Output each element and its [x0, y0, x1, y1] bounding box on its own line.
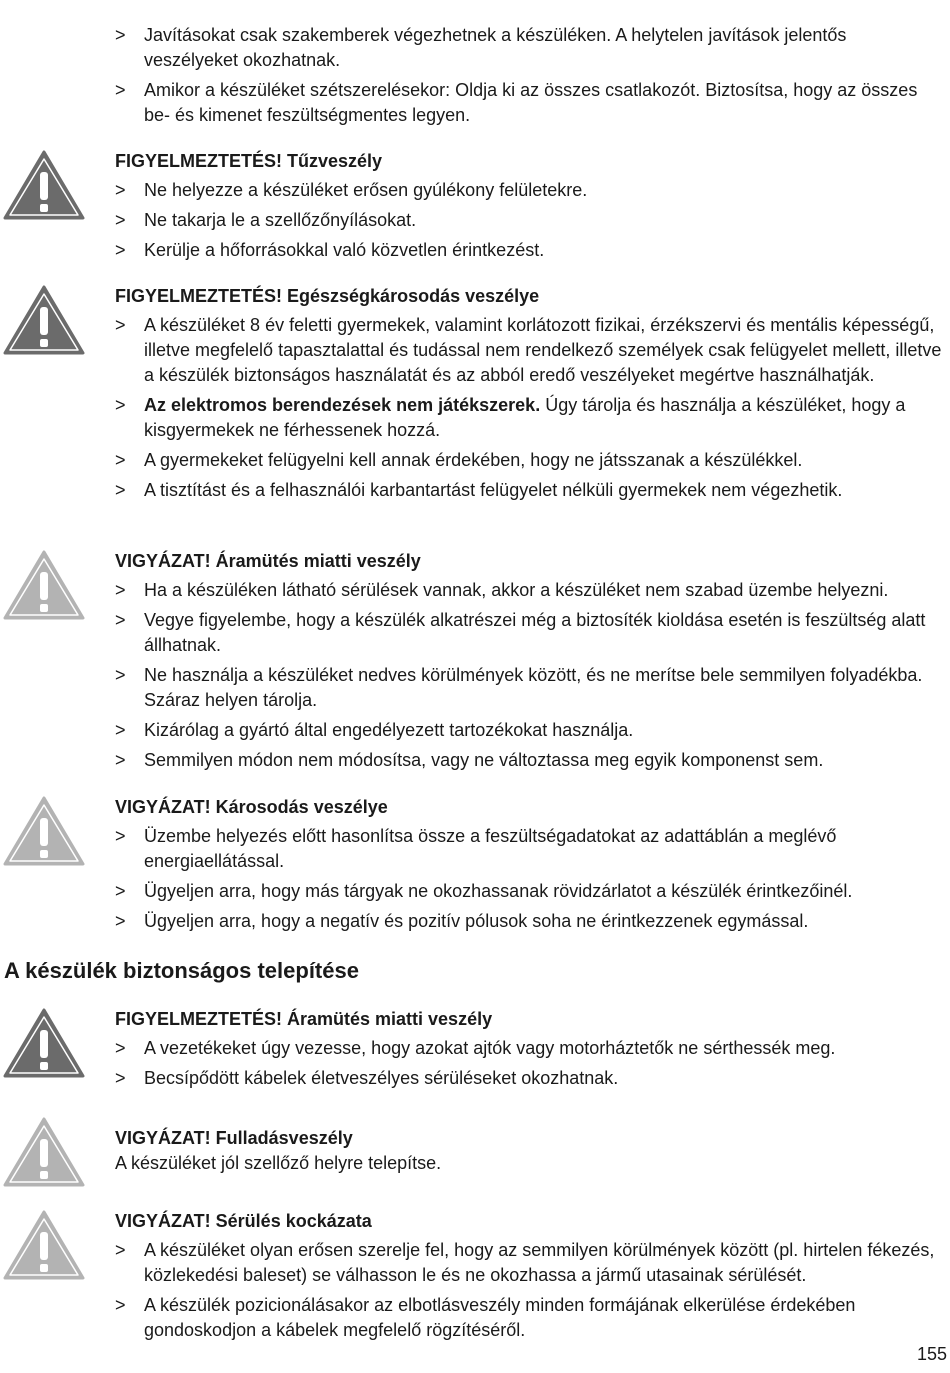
item-text: Ha a készüléken látható sérülések vannak, akkor a készüléket nem szabad üzembe helyezni. [144, 580, 889, 600]
list-item [115, 1293, 947, 1343]
warning-list [115, 824, 947, 934]
warning-title: VIGYÁZAT! Fulladásveszély [115, 1128, 353, 1148]
warning-list [115, 1238, 947, 1343]
warning-title: VIGYÁZAT! Sérülés kockázata [115, 1211, 372, 1231]
list-item [115, 448, 947, 473]
item-text: A készülék pozicionálásakor az elbotlásveszély minden formájának elkerülése érdekében gondoskodjon a kábelek megfelelő rögzítéséről. [144, 1295, 856, 1340]
bullet-arrow: > [115, 240, 126, 260]
item-text: A készüléket 8 év feletti gyermekek, valamint korlátozott fizikai, érzékszervi és mentális képességű, illetve megfelelő tapasztalattal és tudással nem rendelkező személyek csak felügyelet mellett, illetve a készülék biztonságos használatát és az abból eredő veszélyeket megértve használhatják. [144, 315, 942, 385]
bullet-arrow: > [115, 210, 126, 230]
bullet-arrow: > [115, 450, 126, 470]
warning-list [115, 578, 947, 773]
warning-title: FIGYELMEZTETÉS! Tűzveszély [115, 151, 383, 171]
bullet-arrow: > [115, 1240, 126, 1260]
item-text: Vegye figyelembe, hogy a készülék alkatrészei még a biztosíték kioldása esetén is feszültség alatt állhatnak. [144, 610, 926, 655]
item-text: Ne takarja le a szellőzőnyílásokat. [144, 210, 417, 230]
bullet-arrow: > [115, 750, 126, 770]
list-item [115, 608, 947, 658]
item-text: Ne helyezze a készüléket erősen gyúlékony felületekre. [144, 180, 588, 200]
list-item [115, 313, 947, 388]
bullet-arrow: > [115, 580, 126, 600]
bullet-arrow: > [115, 610, 126, 630]
item-text: A tisztítást és a felhasználói karbantartást felügyelet nélküli gyermekek nem végezhetik. [144, 480, 843, 500]
item-text: A vezetékeket úgy vezesse, hogy azokat ajtók vagy motorháztetők ne sérthessék meg. [144, 1038, 836, 1058]
warning-icon-light [3, 1210, 85, 1280]
bullet-arrow: > [115, 480, 126, 500]
list-item [115, 909, 947, 934]
item-text: Úgy tárolja és használja a készüléket, hogy a kisgyermekek ne férhessenek hozzá. [144, 395, 906, 440]
list-item [115, 1036, 947, 1061]
item-text: Semmilyen módon nem módosítsa, vagy ne változtassa meg egyik komponenst sem. [144, 750, 824, 770]
list-item [115, 208, 947, 233]
list-item [115, 238, 947, 263]
list-item [115, 1066, 947, 1091]
warning-icon-light [3, 1117, 85, 1187]
bullet-arrow: > [115, 180, 126, 200]
list-item [115, 879, 947, 904]
warning-icon-light [3, 796, 85, 866]
bullet-arrow: > [115, 911, 126, 931]
bullet-arrow: > [115, 720, 126, 740]
bullet-arrow: > [115, 665, 126, 685]
bullet-arrow: > [115, 25, 126, 45]
warning-title: VIGYÁZAT! Károsodás veszélye [115, 797, 388, 817]
list-item [115, 78, 945, 128]
item-text: Kerülje a hőforrásokkal való közvetlen érintkezést. [144, 240, 545, 260]
warning-title: VIGYÁZAT! Áramütés miatti veszély [115, 551, 421, 571]
warning-title: FIGYELMEZTETÉS! Egészségkárosodás veszélye [115, 286, 540, 306]
warning-list [115, 1036, 947, 1091]
warning-list [115, 313, 947, 503]
section-heading: A készülék biztonságos telepítése [4, 958, 359, 983]
bullet-arrow: > [115, 881, 126, 901]
list-item [115, 478, 947, 503]
item-text: Ügyeljen arra, hogy más tárgyak ne okozhassanak rövidzárlatot a készülék érintkezőinél. [144, 881, 853, 901]
item-text: A készüléket olyan erősen szerelje fel, hogy az semmilyen körülmények között (pl. hirtelen fékezés, közlekedési baleset) se válhasson le és ne okozhassa a jármű utasainak sérülését. [144, 1240, 935, 1285]
list-item [115, 1238, 947, 1288]
list-item [115, 824, 947, 874]
bullet-arrow: > [115, 1068, 126, 1088]
item-text: Ne használja a készüléket nedves körülmények között, és ne merítse bele semmilyen folyadékba. Száraz helyen tárolja. [144, 665, 923, 710]
list-item [115, 578, 947, 603]
warning-icon-light [3, 550, 85, 620]
bullet-arrow: > [115, 395, 126, 415]
warning-list [115, 178, 947, 263]
bullet-arrow: > [115, 315, 126, 335]
item-text: Ügyeljen arra, hogy a negatív és pozitív pólusok soha ne érintkezzenek egymással. [144, 911, 809, 931]
item-text: Kizárólag a gyártó által engedélyezett tartozékokat használja. [144, 720, 634, 740]
item-text: A gyermekeket felügyelni kell annak érdekében, hogy ne játsszanak a készülékkel. [144, 450, 803, 470]
list-item [115, 718, 947, 743]
item-bold-text: Az elektromos berendezések nem játékszerek. [144, 395, 541, 415]
bullet-arrow: > [115, 80, 126, 100]
warning-text: A készüléket jól szellőző helyre telepítse. [115, 1153, 442, 1173]
warning-title: FIGYELMEZTETÉS! Áramütés miatti veszély [115, 1009, 493, 1029]
item-text: Üzembe helyezés előtt hasonlítsa össze a feszültségadatokat az adattáblán a meglévő energiaellátással. [144, 826, 837, 871]
intro-list [115, 23, 945, 133]
bullet-arrow: > [115, 826, 126, 846]
page-number: 155 [916, 1344, 947, 1364]
item-text: Becsípődött kábelek életveszélyes sérüléseket okozhatnak. [144, 1068, 619, 1088]
bullet-arrow: > [115, 1038, 126, 1058]
warning-icon-dark [3, 1008, 85, 1078]
list-item [115, 23, 945, 73]
bullet-arrow: > [115, 1295, 126, 1315]
list-item [115, 393, 947, 443]
item-text: Amikor a készüléket szétszerelésekor: Oldja ki az összes csatlakozót. Biztosítsa, hogy az összes be- és kimenet feszültségmentes legyen. [144, 80, 918, 125]
list-item [115, 178, 947, 203]
item-text: Javításokat csak szakemberek végezhetnek a készüléken. A helytelen javítások jelentős veszélyeket okozhatnak. [144, 25, 847, 70]
list-item [115, 748, 947, 773]
warning-icon-dark [3, 150, 85, 220]
warning-icon-dark [3, 285, 85, 355]
list-item [115, 663, 947, 713]
